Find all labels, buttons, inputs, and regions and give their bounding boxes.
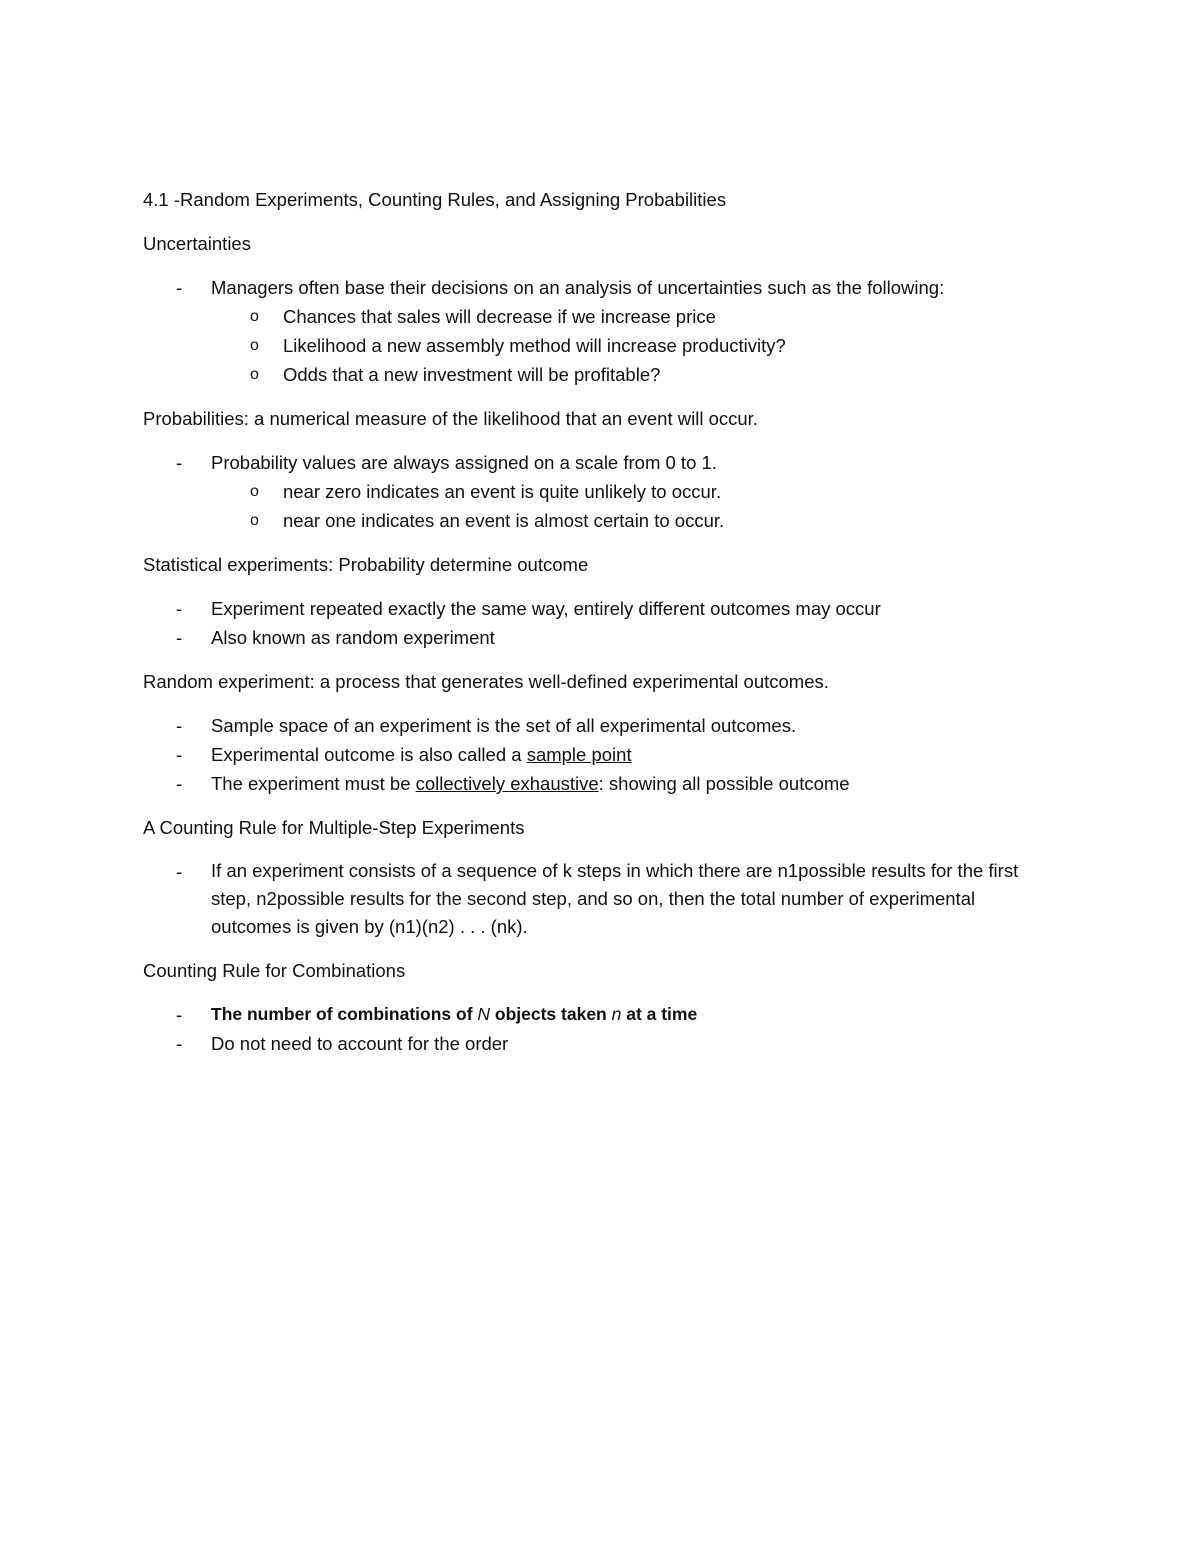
list-item xyxy=(143,1029,1063,1058)
dash-bullet: - xyxy=(176,861,183,882)
dash-bullet: - xyxy=(176,277,183,298)
list-item xyxy=(143,857,1063,941)
sub-bullet-text: Chances that sales will decrease if we increase price xyxy=(283,306,716,327)
underlined-term-collectively-exhaustive: collectively exhaustive xyxy=(415,773,599,794)
bullet-text: Also known as random experiment xyxy=(211,627,495,648)
dash-bullet: - xyxy=(176,1033,183,1054)
dash-bullet: - xyxy=(176,1004,183,1025)
list-item xyxy=(143,769,1063,798)
section-heading-probabilities: Probabilities: a numerical measure of the likelihood that an event will occur. xyxy=(143,408,758,429)
bullet-text: Probability values are always assigned on a scale from 0 to 1. xyxy=(211,452,717,473)
list-item xyxy=(143,623,1063,652)
circle-bullet: o xyxy=(250,337,259,354)
dash-bullet: - xyxy=(176,773,183,794)
section-heading-random: Random experiment: a process that generates well-defined experimental outcomes. xyxy=(143,671,829,692)
variable-N: N xyxy=(477,1004,491,1024)
bullet-text xyxy=(211,1000,697,1029)
bullet-text-start: Experimental outcome is also called a xyxy=(211,744,527,765)
sub-list-item xyxy=(143,506,1063,535)
circle-bullet: o xyxy=(250,512,259,529)
bullet-text-part: at a time xyxy=(621,1004,698,1024)
document-body xyxy=(143,185,1063,1058)
list-item xyxy=(143,711,1063,740)
section-heading-statistical: Statistical experiments: Probability determine outcome xyxy=(143,554,589,575)
list-item xyxy=(143,273,1063,302)
bullet-text xyxy=(211,740,632,769)
section-heading-counting-rule: A Counting Rule for Multiple-Step Experiments xyxy=(143,817,525,838)
underlined-term-sample-point: sample point xyxy=(526,744,632,765)
circle-bullet: o xyxy=(250,366,259,383)
bullet-text: Managers often base their decisions on an analysis of uncertainties such as the following: xyxy=(211,277,945,298)
sub-list-item xyxy=(143,331,1063,360)
sub-bullet-text: Odds that a new investment will be profitable? xyxy=(283,364,661,385)
list-item xyxy=(143,740,1063,769)
dash-bullet: - xyxy=(176,715,183,736)
bullet-text xyxy=(211,769,850,798)
variable-n: n xyxy=(611,1004,622,1024)
sub-bullet-text: near one indicates an event is almost certain to occur. xyxy=(283,510,725,531)
bullet-text: Experiment repeated exactly the same way, entirely different outcomes may occur xyxy=(211,598,881,619)
bullet-text-part: The number of combinations of xyxy=(211,1004,478,1024)
dash-bullet: - xyxy=(176,598,183,619)
sub-bullet-text: near zero indicates an event is quite unlikely to occur. xyxy=(283,481,722,502)
dash-bullet: - xyxy=(176,627,183,648)
list-item xyxy=(143,448,1063,477)
sub-bullet-text: Likelihood a new assembly method will increase productivity? xyxy=(283,335,786,356)
circle-bullet: o xyxy=(250,483,259,500)
dash-bullet: - xyxy=(176,744,183,765)
sub-list-item xyxy=(143,302,1063,331)
page-title: 4.1 -Random Experiments, Counting Rules, and Assigning Probabilities xyxy=(143,189,727,210)
section-heading-combinations: Counting Rule for Combinations xyxy=(143,960,406,981)
bullet-text-start: The experiment must be xyxy=(211,773,416,794)
bullet-text: Sample space of an experiment is the set of all experimental outcomes. xyxy=(211,715,797,736)
section-heading-uncertainties: Uncertainties xyxy=(143,233,251,254)
bullet-text: If an experiment consists of a sequence of k steps in which there are n1possible results for the first step, n2possible results for the second step, and so on, then the total number of experimental outcomes is given by (n1)(n2) . . . (nk). xyxy=(211,860,1019,937)
circle-bullet: o xyxy=(250,308,259,325)
list-item xyxy=(143,1000,1063,1029)
bullet-text-part: objects taken xyxy=(490,1004,612,1024)
sub-list-item xyxy=(143,360,1063,389)
bullet-text: Do not need to account for the order xyxy=(211,1033,509,1054)
sub-list-item xyxy=(143,477,1063,506)
list-item xyxy=(143,594,1063,623)
dash-bullet: - xyxy=(176,452,183,473)
bullet-text-end: : showing all possible outcome xyxy=(598,773,850,794)
